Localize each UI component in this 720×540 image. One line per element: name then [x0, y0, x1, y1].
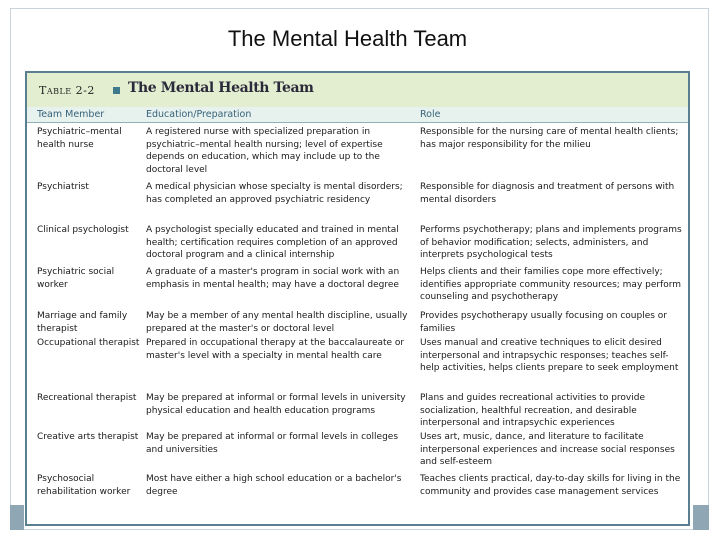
cell-education: A graduate of a master's program in social work with an emphasis in mental health; may have a doctoral degree: [146, 267, 400, 290]
table-caption-band: [27, 73, 688, 107]
cell-role: Provides psychotherapy usually focusing on couples or families: [420, 311, 668, 334]
slide-corner-decoration-left: [10, 505, 24, 530]
table-body: [27, 126, 688, 515]
cell-role: Uses art, music, dance, and literature to facilitate interpersonal experiences and increase social responses and self-esteem: [420, 432, 675, 468]
cell-team-member: Recreational therapist: [37, 393, 137, 403]
cell-education: May be a member of any mental health discipline, usually prepared at the master's or doctoral level: [146, 311, 408, 334]
table-number: Table 2-2: [39, 84, 95, 97]
cell-education: A psychologist specially educated and trained in mental health; certification requires completion of an approved doctoral program and a clinical internship: [146, 225, 399, 261]
caption-square-icon: [113, 87, 120, 94]
table-row: [27, 224, 688, 266]
cell-education: May be prepared at informal or formal levels in colleges and universities: [146, 432, 399, 455]
cell-education: A medical physician whose specialty is mental disorders; has completed an approved psychiatric residency: [146, 182, 403, 205]
cell-education: May be prepared at informal or formal levels in university physical education and health education programs: [146, 393, 406, 416]
table-row: [27, 473, 688, 515]
cell-role: Performs psychotherapy; plans and implements programs of behavior modification; selects, administers, and interprets psychological tests: [420, 225, 682, 261]
table-header-row: [27, 107, 688, 123]
cell-team-member: Marriage and family therapist: [37, 311, 128, 334]
slide-corner-decoration-right: [693, 505, 709, 530]
table-row: [27, 126, 688, 181]
table-row: [27, 431, 688, 473]
cell-role: Plans and guides recreational activities to provide socialization, healthful recreation, and desirable interpersonal and intrapsychic experiences: [420, 393, 645, 429]
table-row: [27, 392, 688, 431]
table-row: [27, 181, 688, 224]
cell-role: Responsible for the nursing care of mental health clients; has major responsibility for the milieu: [420, 127, 679, 150]
column-header-education: Education/Preparation: [146, 109, 252, 120]
cell-education: A registered nurse with specialized preparation in psychiatric–mental health nursing; level of expertise depends on education, which may include up to the doctoral level: [146, 127, 383, 176]
cell-team-member: Psychosocial rehabilitation worker: [37, 474, 131, 497]
column-header-role: Role: [420, 109, 441, 120]
cell-role: Teaches clients practical, day-to-day skills for living in the community and provides case management services: [420, 474, 681, 497]
cell-team-member: Occupational therapist: [37, 338, 140, 348]
cell-team-member: Psychiatrist: [37, 182, 89, 192]
cell-education: Most have either a high school education or a bachelor's degree: [146, 474, 402, 497]
cell-team-member: Psychiatric–mental health nurse: [37, 127, 122, 150]
table-image: [25, 71, 690, 526]
cell-team-member: Clinical psychologist: [37, 225, 129, 235]
cell-role: Uses manual and creative techniques to elicit desired interpersonal and intrapsychic responses; teaches self-help activities, helps clients prepare to seek employment: [420, 338, 679, 374]
table-row: [27, 337, 688, 392]
table-row: [27, 266, 688, 310]
cell-education: Prepared in occupational therapy at the baccalaureate or master's level with a specialty in mental health care: [146, 338, 405, 361]
cell-role: Responsible for diagnosis and treatment of persons with mental disorders: [420, 182, 675, 205]
table-row: [27, 310, 688, 337]
cell-role: Helps clients and their families cope more effectively; identifies appropriate community resources; may perform counseling and psychotherapy: [420, 267, 682, 303]
slide-title: The Mental Health Team: [227, 26, 468, 51]
cell-team-member: Psychiatric social worker: [37, 267, 115, 290]
table-title: The Mental Health Team: [128, 80, 314, 96]
cell-team-member: Creative arts therapist: [37, 432, 139, 442]
column-header-team-member: Team Member: [37, 109, 105, 120]
